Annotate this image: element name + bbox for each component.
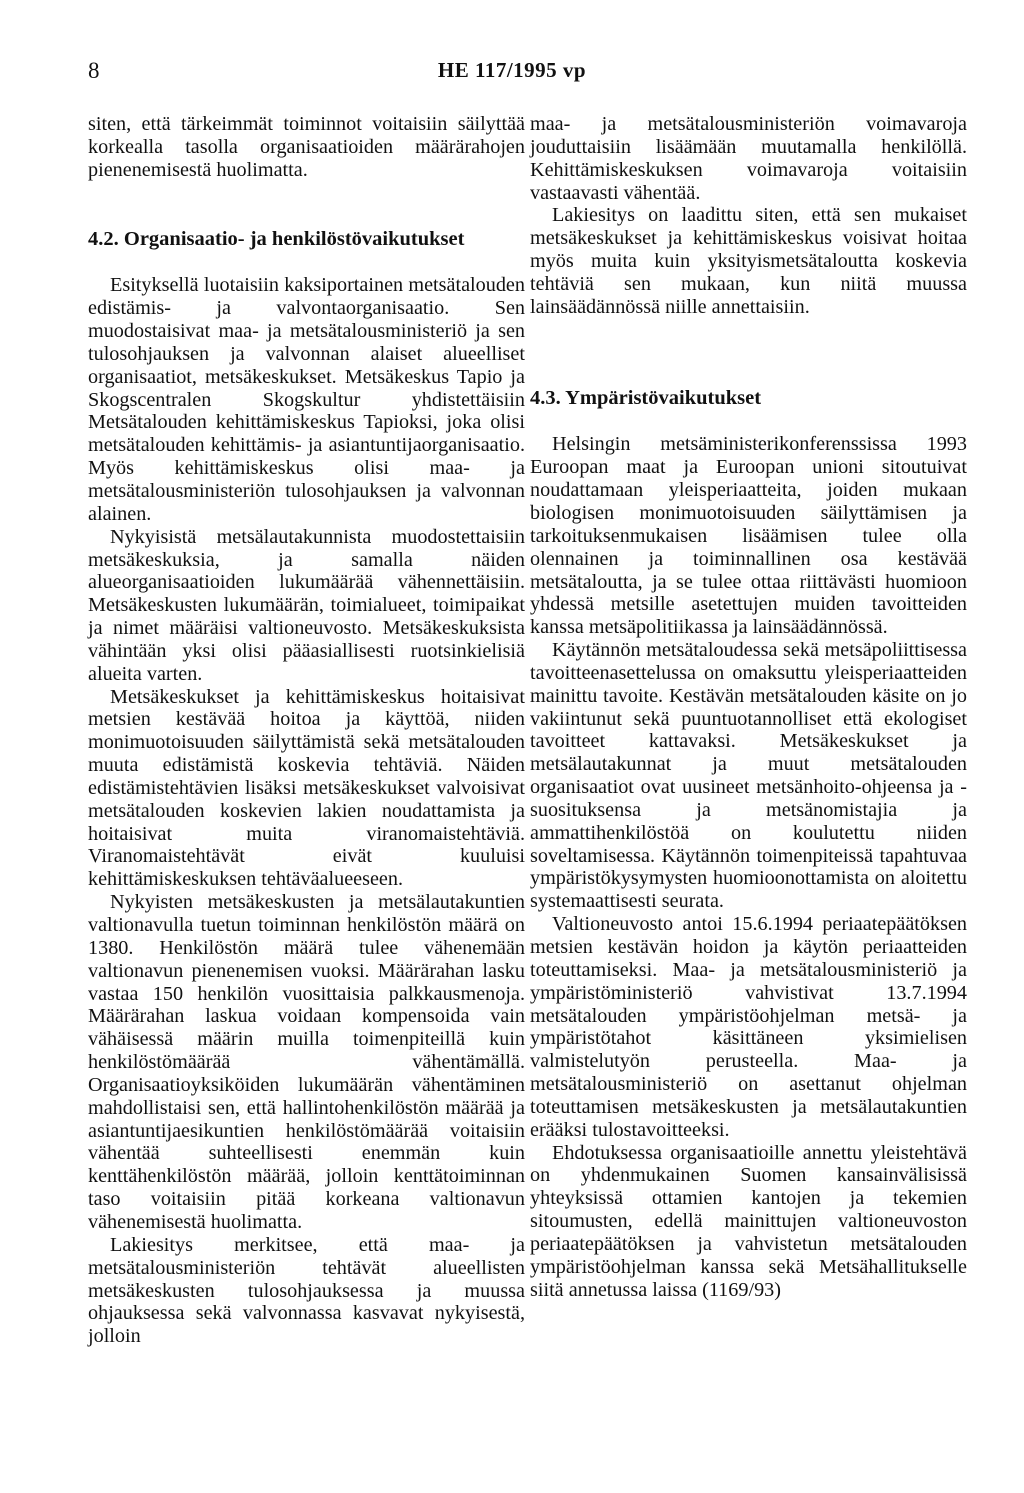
paragraph: Lakiesitys on laadittu siten, että sen mukaiset metsäkeskukset ja kehittämiskeskus voisivat hoitaa myös muita kuin yksityismetsätaloutta koskevia tehtäviä sen mukaan, kun niitä muussa lainsäädännössä niille annettaisiin. (530, 204, 967, 318)
right-column (530, 113, 967, 1302)
paragraph: Käytännön metsätaloudessa sekä metsäpoliittisessa tavoitteenasettelussa on omaksuttu yleisperiaatteiden mainittu tavoite. Kestävän metsätalouden käsite on jo vakiintunut sekä puuntuotannolliset että ekologiset tavoitteet kattavaksi. Metsäkeskukset ja metsälautakunnat ja muut metsätalouden organisaatiot ovat uusineet metsänhoito-ohjeensa ja -suosituksensa ja metsänomistajia ja ammattihenkilöstöä on koulutettu niiden soveltamisessa. Käytännön toimenpiteissä tapahtuvaa ympäristökysymysten huomioonottamista on aloitettu systemaattisesti seurata. (530, 639, 967, 913)
running-title: HE 117/1995 vp (437, 58, 587, 82)
section-heading: 4.2. Organisaatio- ja henkilöstövaikutukset (88, 227, 465, 250)
paragraph: Ehdotuksessa organisaatioille annettu yleistehtävä on yhdenmukainen Suomen kansainvälisissä yhteyksissä ottamien kantojen ja tekemien sitoumusten, edellä mainittujen valtioneuvoston periaatepäätöksen ja vahvistetun metsätalouden ympäristöohjelman kanssa sekä Metsähallitukselle siitä annetussa laissa (1169/93) (530, 1141, 967, 1301)
paragraph: Nykyisten metsäkeskusten ja metsälautakuntien valtionavulla tuetun toiminnan henkilöstön määrä on 1380. Henkilöstön määrä tulee vähenemään valtionavun pienenemisen vuoksi. Määrärahan lasku vastaa 150 henkilön vuosittaisia palkkausmenoja. Määrärahan laskua voidaan kompensoida vain vähäisessä määrin muilla toimenpiteillä kuin henkilöstömäärää vähentämällä. Organisaatioyksiköiden lukumäärän vähentäminen mahdollistaisi sen, että hallintohenkilöstön määrää ja asiantuntijaesikuntien henkilöstömäärää voitaisiin vähentää suhteellisesti enemmän kuin kenttähenkilöstön määrää, jolloin kenttätoiminnan taso voitaisiin pitää korkeana valtionavun vähenemisestä huolimatta. (88, 891, 525, 1233)
paragraph: Nykyisistä metsälautakunnista muodostettaisiin metsäkeskuksia, ja samalla näiden alueorganisaatioiden lukumäärää vähennettäisiin. Metsäkeskusten lukumäärän, toimialueet, toimipaikat ja nimet määräisi valtioneuvosto. Metsäkeskuksista vähintään yksi olisi pääasiallisesti ruotsinkielisiä alueita varten. (88, 525, 525, 685)
page-header (0, 58, 1024, 88)
paragraph: siten, että tärkeimmät toiminnot voitaisiin säilyttää korkealla tasolla organisaatioiden määrärahojen pienenemisestä huolimatta. (88, 113, 525, 181)
page-number: 8 (88, 58, 100, 83)
left-column (88, 113, 525, 1348)
paragraph: Valtioneuvosto antoi 15.6.1994 periaatepäätöksen metsien kestävän hoidon ja käytön periaatteiden toteuttamiseksi. Maa- ja metsätalousministeriö ja ympäristöministeriö vahvistivat 13.7.1994 metsätalouden ympäristöohjelman metsä- ja ympäristötahot käsittäneen yksimielisen valmistelutyön perusteella. Maa- ja metsätalousministeriö on asettanut ohjelman toteuttamisen metsäkeskusten ja metsälautakuntien erääksi tulostavoitteeksi. (530, 913, 967, 1141)
paragraph: Esityksellä luotaisiin kaksiportainen metsätalouden edistämis- ja valvontaorganisaatio. Sen muodostaisivat maa- ja metsätalousministeriö ja sen tulosohjauksen ja valvonnan alaiset alueelliset organisaatiot, metsäkeskukset. Metsäkeskus Tapio ja Skogscentralen Skogskultur yhdistettäisiin Metsätalouden kehittämiskeskus Tapioksi, joka olisi metsätalouden kehittämis- ja asiantuntijaorganisaatio. Myös kehittämiskeskus olisi maa- ja metsätalousministeriön tulosohjauksen ja valvonnan alainen. (88, 274, 525, 525)
paragraph: maa- ja metsätalousministeriön voimavaroja jouduttaisiin lisäämään muutamalla henkilöllä. Kehittämiskeskuksen voimavaroja voitaisiin vastaavasti vähentää. (530, 113, 967, 204)
paragraph: Metsäkeskukset ja kehittämiskeskus hoitaisivat metsien kestävää hoitoa ja käyttöä, niiden monimuotoisuuden säilyttämistä sekä metsätalouden muuta edistämistä koskevia tehtäviä. Näiden edistämistehtävien lisäksi metsäkeskukset valvoisivat metsätalouden koskevien lakien noudattamista ja hoitaisivat muita viranomaistehtäviä. Viranomaistehtävät eivät kuuluisi kehittämiskeskuksen tehtäväalueeseen. (88, 685, 525, 891)
section-heading: 4.3. Ympäristövaikutukset (530, 386, 762, 409)
paragraph: Lakiesitys merkitsee, että maa- ja metsätalousministeriön tehtävät alueellisten metsäkeskusten tulosohjauksessa ja muussa ohjauksessa sekä valvonnassa kasvavat nykyisestä, jolloin (88, 1233, 525, 1348)
paragraph: Helsingin metsäministerikonferenssissa 1993 Euroopan maat ja Euroopan unioni sitoutuivat noudattamaan yleisperiaatteita, joiden mukaan biologisen monimuotoisuuden säilyttämisen ja tarkoituksenmukaisen lisäämisen tulee olla olennainen ja toiminnallinen osa kestävää metsätaloutta, ja se tulee ottaa riittävästi huomioon yhdessä metsille asetettujen muiden tavoitteiden kanssa metsäpolitiikassa ja lainsäädännössä. (530, 433, 967, 639)
